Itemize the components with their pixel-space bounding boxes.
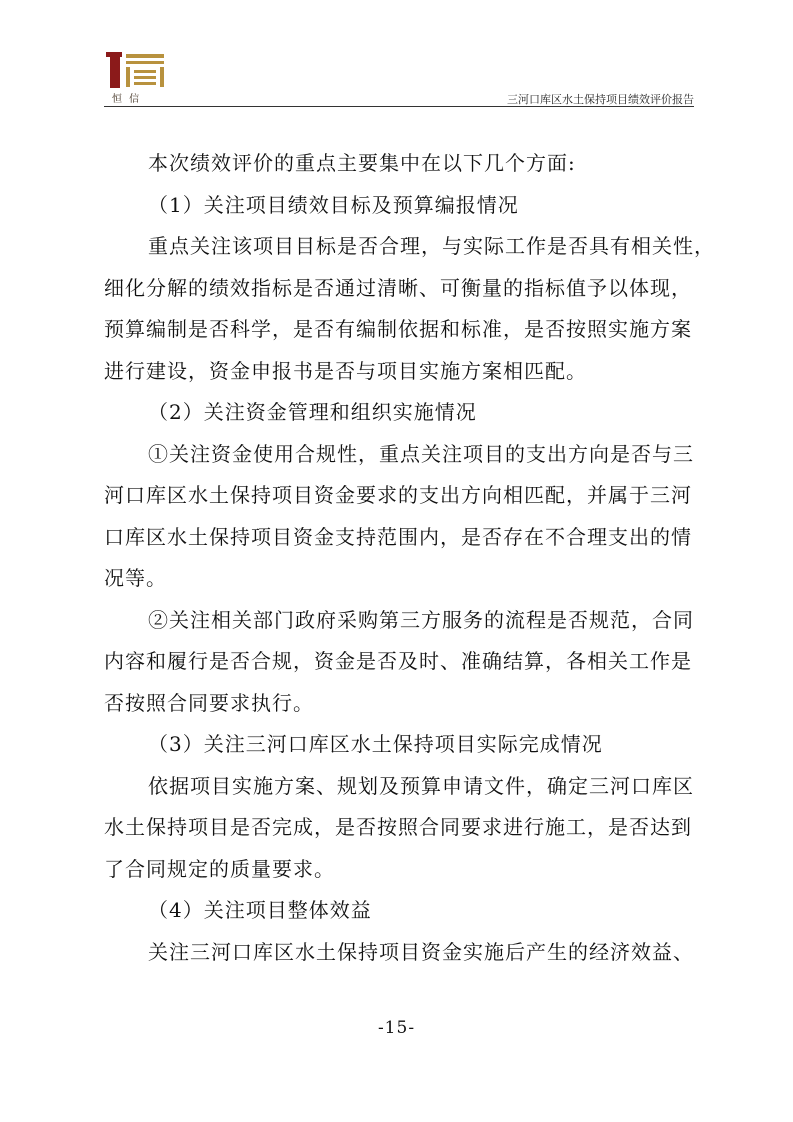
- section-heading-1: （1）关注项目绩效目标及预算编报情况: [148, 192, 519, 217]
- paragraph-line: 河口库区水土保持项目资金要求的支出方向相匹配，并属于三河: [104, 483, 692, 507]
- paragraph-line: 况等。: [104, 566, 167, 590]
- page-number: -15-: [377, 1018, 416, 1038]
- page-header: [104, 50, 694, 108]
- paragraph-line: 预算编制是否科学，是否有编制依据和标准，是否按照实施方案: [104, 317, 692, 341]
- paragraph-line: 依据项目实施方案、规划及预算申请文件，确定三河口库区: [148, 773, 694, 798]
- document-title: 三河口库区水土保持项目绩效评价报告: [507, 93, 694, 106]
- paragraph-line: 进行建设，资金申报书是否与项目实施方案相匹配。: [104, 358, 587, 383]
- paragraph-line: 口库区水土保持项目资金支持范围内，是否存在不合理支出的情: [104, 524, 692, 549]
- paragraph-line: 关注三河口库区水土保持项目资金实施后产生的经济效益、: [148, 939, 694, 964]
- section-heading-3: （3）关注三河口库区水土保持项目实际完成情况: [148, 732, 603, 756]
- header-rule: [104, 106, 694, 107]
- section-heading-2: （2）关注资金管理和组织实施情况: [148, 400, 477, 424]
- paragraph-line: 细化分解的绩效指标是否通过清晰、可衡量的指标值予以体现，: [104, 275, 692, 300]
- paragraph-line: 重点关注该项目目标是否合理，与实际工作是否具有相关性，: [148, 234, 715, 258]
- section-heading-4: （4）关注项目整体效益: [148, 898, 372, 922]
- paragraph-line: 了合同规定的质量要求。: [104, 856, 335, 881]
- paragraph-line: 否按照合同要求执行。: [104, 690, 314, 715]
- paragraph-line: 内容和履行是否合规，资金是否及时、准确结算，各相关工作是: [104, 649, 692, 673]
- logo-text: 恒 信: [112, 94, 142, 105]
- paragraph-line: 水土保持项目是否完成，是否按照合同要求进行施工，是否达到: [104, 815, 692, 839]
- paragraph-line: 本次绩效评价的重点主要集中在以下几个方面:: [148, 151, 576, 175]
- paragraph-line: ②关注相关部门政府采购第三方服务的流程是否规范，合同: [148, 607, 694, 632]
- paragraph-line: ①关注资金使用合规性，重点关注项目的支出方向是否与三: [148, 441, 694, 466]
- body-text: [104, 143, 715, 973]
